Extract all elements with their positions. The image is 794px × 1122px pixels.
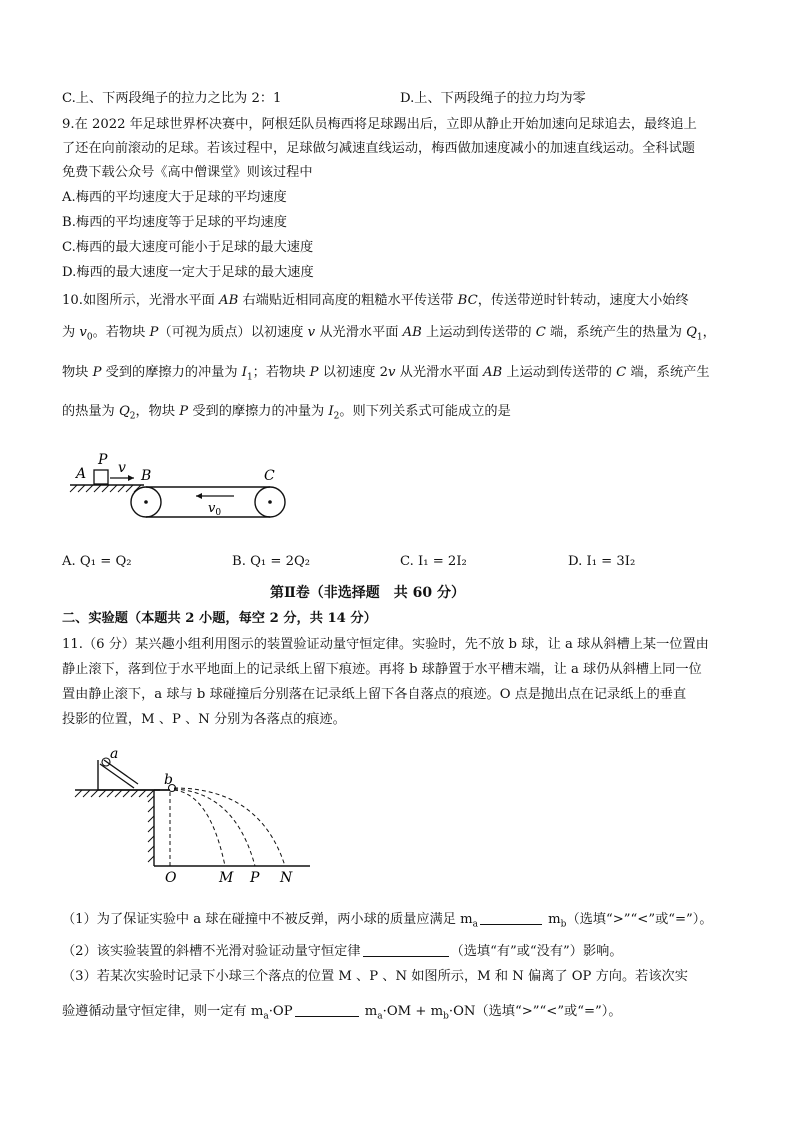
answer-blank-3[interactable]	[295, 1002, 359, 1017]
answer-blank-2[interactable]	[363, 942, 449, 957]
ground-hatch	[70, 485, 141, 492]
q10-option-d: D. I₁ = 3I₂	[568, 554, 636, 569]
q9-option-c: C.梅西的最大速度可能小于足球的最大速度	[62, 240, 314, 255]
label-p: P	[98, 452, 108, 468]
q9-stem-line1: 9.在 2022 年足球世界杯决赛中，阿根廷队员梅西将足球踢出后，立即从静止开始加速向足球追去，最终追上	[62, 117, 697, 132]
q9-stem-line3: 免费下载公众号《高中僧课堂》则该过程中	[62, 165, 313, 180]
q11-stem-line4: 投影的位置，M 、P 、N 分别为各落点的痕迹。	[62, 712, 346, 727]
q8-option-d: D.上、下两段绳子的拉力均为零	[400, 91, 586, 106]
label-ball-a: a	[110, 746, 119, 762]
label-n: N	[280, 870, 293, 884]
label-m: M	[219, 870, 234, 884]
q9-stem-line2: 了还在向前滚动的足球。若该过程中，足球做匀减速直线运动，梅西做加速度减小的加速直线运动。全科试题	[62, 141, 695, 156]
q10-stem-line1: 10.如图所示，光滑水平面 AB 右端贴近相同高度的粗糙水平传送带 BC，传送带逆时针转动，速度大小始终	[62, 293, 689, 308]
label-v0: $v_0$	[208, 501, 222, 518]
q11-sub2: （2）该实验装置的斜槽不光滑对验证动量守恒定律 （选填“有”或“没有”）影响。	[62, 944, 623, 959]
trajectory-p	[174, 789, 255, 866]
q9-option-b: B.梅西的平均速度等于足球的平均速度	[62, 215, 287, 230]
q10-stem-line2: 为 $v_0$。若物块 P（可视为质点）以初速度 v 从光滑水平面 AB 上运动到传送带的 C 端，系统产生的热量为 $Q_1$，	[62, 325, 716, 343]
table-hatch	[75, 790, 154, 797]
part2-title: 第Ⅱ卷（非选择题 共 60 分）	[270, 585, 466, 601]
label-v: v	[118, 460, 126, 476]
trajectory-n	[174, 788, 285, 866]
q11-stem-line2: 静止滚下，落到位于水平地面上的记录纸上留下痕迹。再将 b 球静置于水平槽末端，让 a 球仍从斜槽上同一位	[62, 662, 702, 677]
q11-stem-line3: 置由静止滚下，a 球与 b 球碰撞后分别落在记录纸上留下各自落点的痕迹。O 点是抛出点在记录纸上的垂直	[62, 687, 687, 702]
q10-option-a: A. Q₁ = Q₂	[62, 554, 132, 569]
q11-sub1: （1）为了保证实验中 a 球在碰撞中不被反弹，两小球的质量应满足 $m_a$ $m_b$（选填“>”“<”或“=”）。	[62, 912, 713, 930]
q10-stem-line4: 的热量为 $Q_2$，物块 P 受到的摩擦力的冲量为 $I_2$。则下列关系式可能成立的是	[62, 404, 511, 422]
trajectory-m	[174, 790, 225, 866]
incline-support	[98, 760, 160, 790]
label-b: B	[141, 468, 152, 484]
q9-option-d: D.梅西的最大速度一定大于足球的最大速度	[62, 265, 314, 280]
q10-option-b: B. Q₁ = 2Q₂	[232, 554, 311, 569]
q8-option-c: C.上、下两段绳子的拉力之比为 2：1	[62, 91, 282, 106]
q10-stem-line3: 物块 P 受到的摩擦力的冲量为 $I_1$；若物块 P 以初速度 2v 从光滑水平面 AB 上运动到传送带的 C 端，系统产生	[62, 365, 710, 383]
label-o: O	[165, 870, 177, 884]
conveyor-belt-figure	[66, 440, 296, 530]
q11-stem-line1: 11.（6 分）某兴趣小组利用图示的装置验证动量守恒定律。实验时，先不放 b 球，让 a 球从斜槽上某一位置由	[62, 637, 709, 652]
label-ball-b: b	[164, 772, 173, 788]
section-heading: 二、实验题（本题共 2 小题，每空 2 分，共 14 分）	[62, 611, 377, 626]
momentum-apparatus-figure	[70, 742, 320, 884]
q10-option-c: C. I₁ = 2I₂	[400, 554, 467, 569]
q9-option-a: A.梅西的平均速度大于足球的平均速度	[62, 190, 287, 205]
label-c: C	[264, 468, 275, 484]
block-p	[94, 470, 108, 484]
label-p: P	[250, 870, 260, 884]
answer-blank-1[interactable]	[480, 910, 542, 925]
incline-chute	[100, 764, 134, 788]
q11-sub3-line2: 验遵循动量守恒定律，则一定有 $m_a\cdot OP$ $m_a\cdot OM + m_b\cdot ON$（选填“>”“<”或“=”）。	[62, 1004, 622, 1022]
q11-sub3-line1: （3）若某次实验时记录下小球三个落点的位置 M 、P 、N 如图所示，M 和 N 偏离了 OP 方向。若该次实	[62, 969, 688, 984]
label-a: A	[76, 466, 87, 482]
